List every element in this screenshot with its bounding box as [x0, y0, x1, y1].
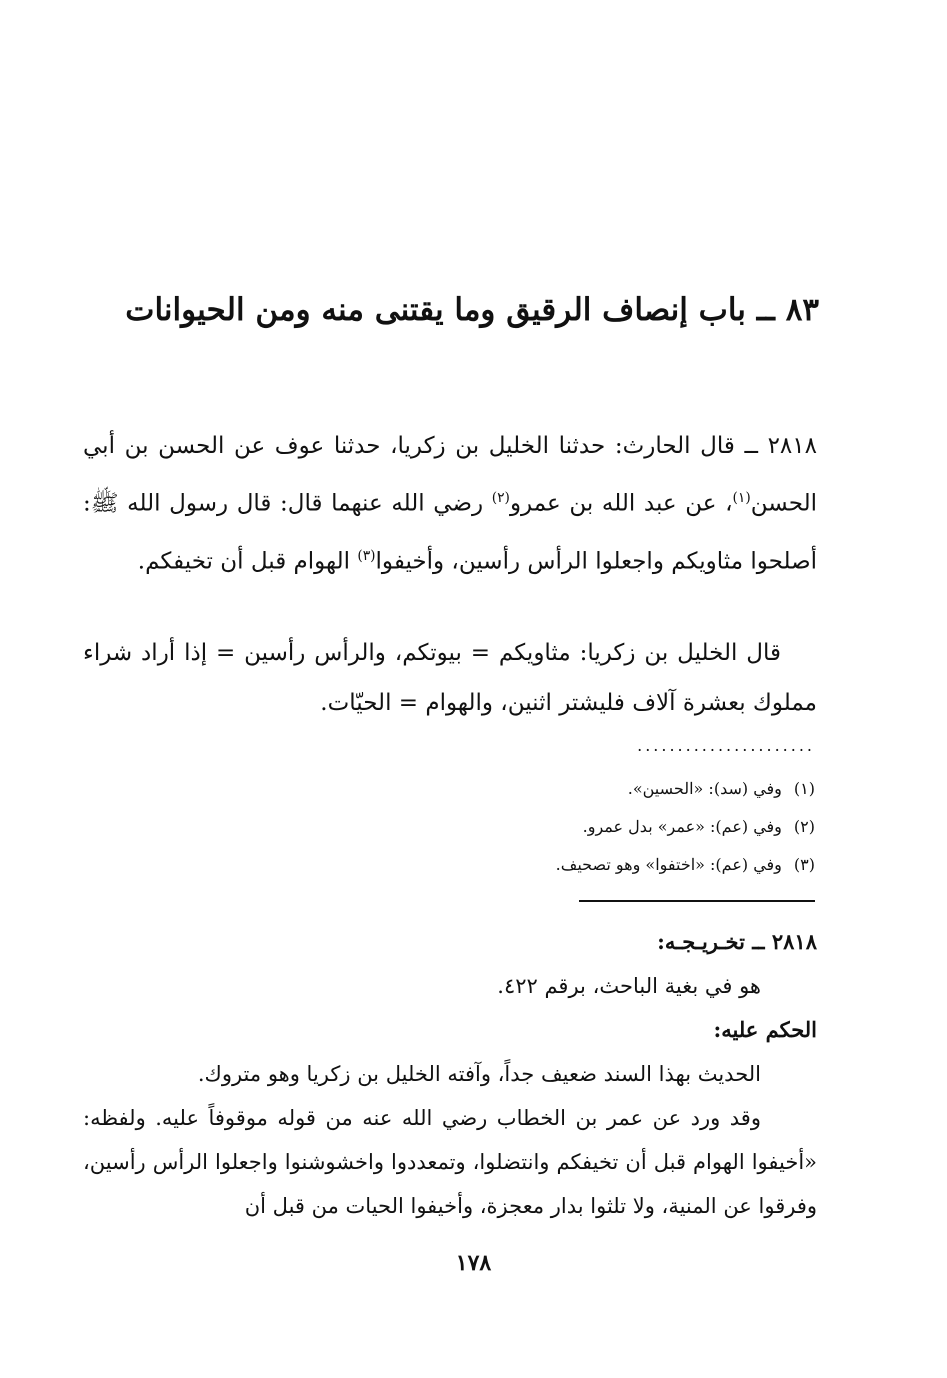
hadith-part-4: الهوام قبل أن تخيفكم.: [137, 548, 358, 575]
takhrij-text: هو في بغية الباحث، برقم ٤٢٢.: [497, 974, 761, 998]
footnote-text: وفي (عم): «اختفوا» وهو تصحيف.: [555, 855, 782, 874]
takhrij-heading: ٢٨١٨ ــ تخـريـجـه:: [657, 929, 817, 954]
ruling-continuation: وقد ورد عن عمر بن الخطاب رضي الله عنه من قوله موقوفاً عليه. ولفظه: «أخيفوا الهوام قبل أن تخيفكم وانتضلوا، وتمعددوا واخشوشنوا واجعلوا الرأس رأسين، وفرقوا عن المنية، ولا تلثوا بدار معجزة، وأخيفوا الحيات من قبل أن: [83, 1106, 817, 1218]
ruling-text: الحديث بهذا السند ضعيف جداً، وآفته الخليل بن زكريا وهو متروك.: [197, 1062, 761, 1086]
footnote-item: [215, 770, 815, 808]
footnote-ref-3: (٣): [357, 547, 376, 564]
hadith-part-2: ، عن عبد الله بن عمرو: [509, 490, 733, 517]
footnote-item: [215, 846, 815, 884]
footnote-separator-dots: ......................: [637, 736, 815, 755]
page-number: ١٧٨: [455, 1250, 492, 1276]
footnote-text: وفي (سد): «الحسين».: [627, 779, 782, 798]
hadith-text: [83, 420, 817, 587]
footnotes: [215, 770, 815, 884]
footnote-number: (١): [793, 779, 815, 798]
hadith-part-3: رضي الله عنهما قال: قال رسول الله ﷺ: أصلحوا مثاويكم واجعلوا الرأس رأسين، وأخيفوا: [83, 490, 817, 575]
explanation-block: [83, 628, 817, 728]
chapter-title: ٨٣ ــ باب إنصاف الرقيق وما يقتنى منه ومن الحيوانات: [125, 292, 819, 328]
hadith-number: ٢٨١٨: [767, 433, 817, 459]
footnote-item: [215, 808, 815, 846]
footnote-ref-2: (٢): [491, 490, 510, 506]
footnote-number: (٣): [793, 855, 815, 874]
hadith-paragraph: [83, 420, 817, 587]
footnote-text: وفي (عم): «عمر» بدل عمرو.: [582, 817, 782, 836]
takhrij-section: [83, 920, 817, 1228]
footnote-number: (٢): [793, 817, 815, 836]
hadith-part-1: ــ قال الحارث: حدثنا الخليل بن زكريا، حدثنا عوف عن الحسن بن أبي الحسن: [83, 433, 817, 517]
section-divider: [579, 900, 815, 902]
footnote-ref-1: (١): [732, 490, 751, 506]
ruling-heading: الحكم عليه:: [713, 1017, 817, 1042]
explanation-text: قال الخليل بن زكريا: مثاويكم = بيوتكم، والرأس رأسين = إذا أراد شراء مملوك بعشرة آلاف فليشتر اثنين، والهوام = الحيّات.: [83, 640, 817, 716]
